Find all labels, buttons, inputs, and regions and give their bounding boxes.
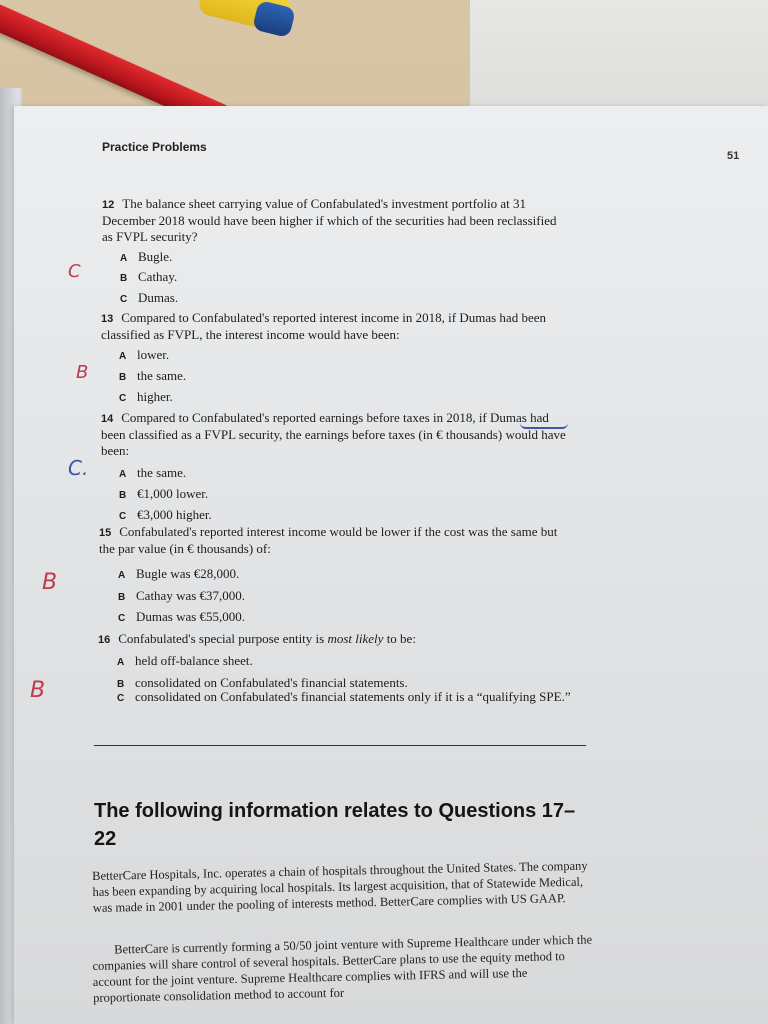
option-text: €1,000 lower.: [137, 486, 209, 501]
option-text: consolidated on Confabulated's financial statements only if it is a “qualifying SPE.”: [135, 689, 571, 704]
option-letter: A: [117, 657, 125, 668]
handwritten-underline: [520, 423, 568, 429]
option-13a: [119, 347, 169, 363]
option-12c: [120, 290, 178, 306]
option-letter: A: [119, 469, 127, 480]
question-13: [101, 310, 561, 343]
option-letter: A: [118, 570, 126, 581]
option-text: held off-balance sheet.: [135, 653, 253, 668]
option-16c: [117, 689, 582, 707]
handwritten-answer-13: B: [76, 362, 89, 383]
question-text: Confabulated's reported interest income would be lower if the cost was the same but the par value (in € thousands) of:: [99, 524, 558, 556]
option-text: Bugle was €28,000.: [136, 566, 240, 581]
option-text: Cathay was €37,000.: [136, 588, 246, 603]
option-letter: B: [120, 273, 128, 284]
question-text: Compared to Confabulated's reported earnings before taxes in 2018, if Dumas had been classified as a FVPL security, the earnings before taxes (in € thousands) would have been:: [101, 410, 566, 458]
option-letter: B: [118, 592, 126, 603]
section-paragraph-2: BetterCare is currently forming a 50/50 joint venture with Supreme Healthcare under which the companies will share control of several hospitals. BetterCare plans to use the equity method to account for the joint venture. Supreme Healthcare complies with IFRS and will use the proportionate consolidation method to account for: [92, 932, 593, 1005]
option-letter: C: [119, 393, 127, 404]
question-number: 16: [98, 634, 111, 646]
question-text-end: to be:: [383, 631, 416, 646]
option-letter: C: [118, 613, 126, 624]
section-divider: [94, 745, 586, 746]
question-12: [102, 196, 562, 245]
option-13b: [119, 368, 186, 384]
option-text: Cathay.: [138, 269, 178, 284]
option-text: higher.: [137, 389, 173, 404]
question-14: [101, 410, 571, 459]
option-text: Dumas was €55,000.: [136, 609, 246, 624]
option-15b: [118, 588, 245, 604]
option-text: the same.: [137, 465, 187, 480]
question-text: Compared to Confabulated's reported interest income in 2018, if Dumas had been classified as FVPL, the interest income would have been:: [101, 310, 546, 342]
option-letter: C: [117, 693, 125, 704]
option-text: €3,000 higher.: [137, 507, 212, 522]
option-text: consolidated on Confabulated's financial statements.: [135, 675, 408, 690]
page-header-title: Practice Problems: [102, 140, 207, 154]
handwritten-answer-14: C.: [68, 456, 89, 480]
section-paragraph-1: BetterCare Hospitals, Inc. operates a chain of hospitals throughout the United States. The company has been expanding by acquiring local hospitals. Its largest acquisition, that of Statewide Medical, was made in 2001 under the pooling of interests method. BetterCare complies with US GAAP.: [92, 858, 588, 915]
option-14a: [119, 465, 186, 481]
handwritten-answer-16: B: [30, 678, 46, 703]
handwritten-answer-15: B: [42, 570, 58, 595]
option-14c: [119, 507, 212, 523]
option-text: Dumas.: [138, 290, 179, 305]
option-13c: [119, 389, 173, 405]
option-text: lower.: [137, 347, 170, 362]
option-15a: [118, 566, 239, 582]
question-16: [98, 631, 578, 648]
option-letter: C: [120, 294, 128, 305]
option-text: Bugle.: [138, 249, 173, 264]
option-12b: [120, 269, 177, 285]
question-number: 15: [99, 527, 112, 539]
page-number: 51: [727, 150, 740, 162]
option-letter: B: [119, 372, 127, 383]
option-12a: [120, 249, 172, 265]
section-title: The following information relates to Questions 17–22: [94, 800, 576, 850]
option-letter: A: [119, 351, 127, 362]
option-letter: A: [120, 253, 128, 264]
option-letter: B: [119, 490, 127, 501]
question-number: 13: [101, 313, 114, 325]
question-15: [99, 524, 569, 557]
option-15c: [118, 609, 245, 625]
option-letter: C: [119, 511, 127, 522]
handwritten-answer-12: C: [68, 261, 81, 282]
option-14b: [119, 486, 208, 502]
question-number: 12: [102, 199, 115, 211]
option-letter: B: [117, 679, 125, 690]
option-16a: [117, 653, 253, 669]
option-text: the same.: [137, 368, 187, 383]
question-number: 14: [101, 413, 114, 425]
question-text: The balance sheet carrying value of Confabulated's investment portfolio at 31 December 2018 would have been higher if which of the securities had been reclassified as FVPL security?: [102, 196, 557, 244]
question-text: Confabulated's special purpose entity is: [118, 631, 328, 646]
question-emphasis: most likely: [327, 631, 384, 646]
